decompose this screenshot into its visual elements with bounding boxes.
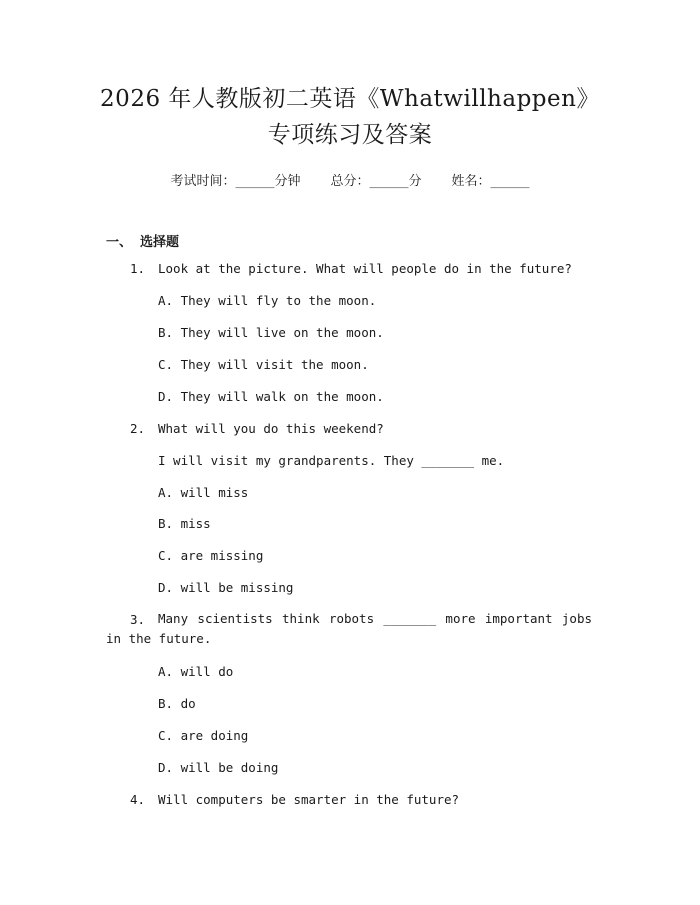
question-number: 1.	[130, 261, 146, 276]
question-number: 4.	[130, 792, 146, 807]
document-title-line2: 专项练习及答案	[267, 122, 433, 148]
question-number: 2.	[130, 421, 146, 436]
answer-option: C. are doing	[158, 728, 249, 743]
total-score-field: 总分：______分	[330, 174, 422, 189]
answer-option: A. will miss	[158, 485, 249, 500]
question-number: 3.	[130, 612, 146, 627]
exam-info	[0, 170, 700, 189]
answer-option: B. miss	[158, 516, 211, 531]
answer-option: A. will do	[158, 664, 234, 679]
answer-option: D. will be doing	[158, 760, 279, 775]
answer-option: C. are missing	[158, 548, 264, 563]
question-text: Look at the picture. What will people do in the future?	[158, 261, 572, 276]
answer-option: B. They will live on the moon.	[158, 325, 384, 340]
answer-option: C. They will visit the moon.	[158, 357, 369, 372]
answer-option: D. will be missing	[158, 580, 294, 595]
section-heading	[106, 231, 179, 250]
section-title: 选择题	[140, 235, 180, 250]
answer-option: A. They will fly to the moon.	[158, 293, 377, 308]
question-text: Will computers be smarter in the future?	[158, 792, 460, 807]
question-text: Many scientists think robots _______ more important jobs in the future.	[106, 611, 592, 646]
answer-option: B. do	[158, 696, 196, 711]
question-text: What will you do this weekend?	[158, 421, 384, 436]
document-title-line1: 2026 年人教版初二英语《Whatwillhappen》	[100, 86, 600, 112]
section-number: 一、	[106, 235, 133, 250]
question-text-continued: I will visit my grandparents. They _______ me.	[158, 453, 505, 468]
answer-option: D. They will walk on the moon.	[158, 389, 384, 404]
student-name-field: 姓名：______	[451, 174, 530, 189]
exam-time-field: 考试时间：______分钟	[170, 174, 301, 189]
